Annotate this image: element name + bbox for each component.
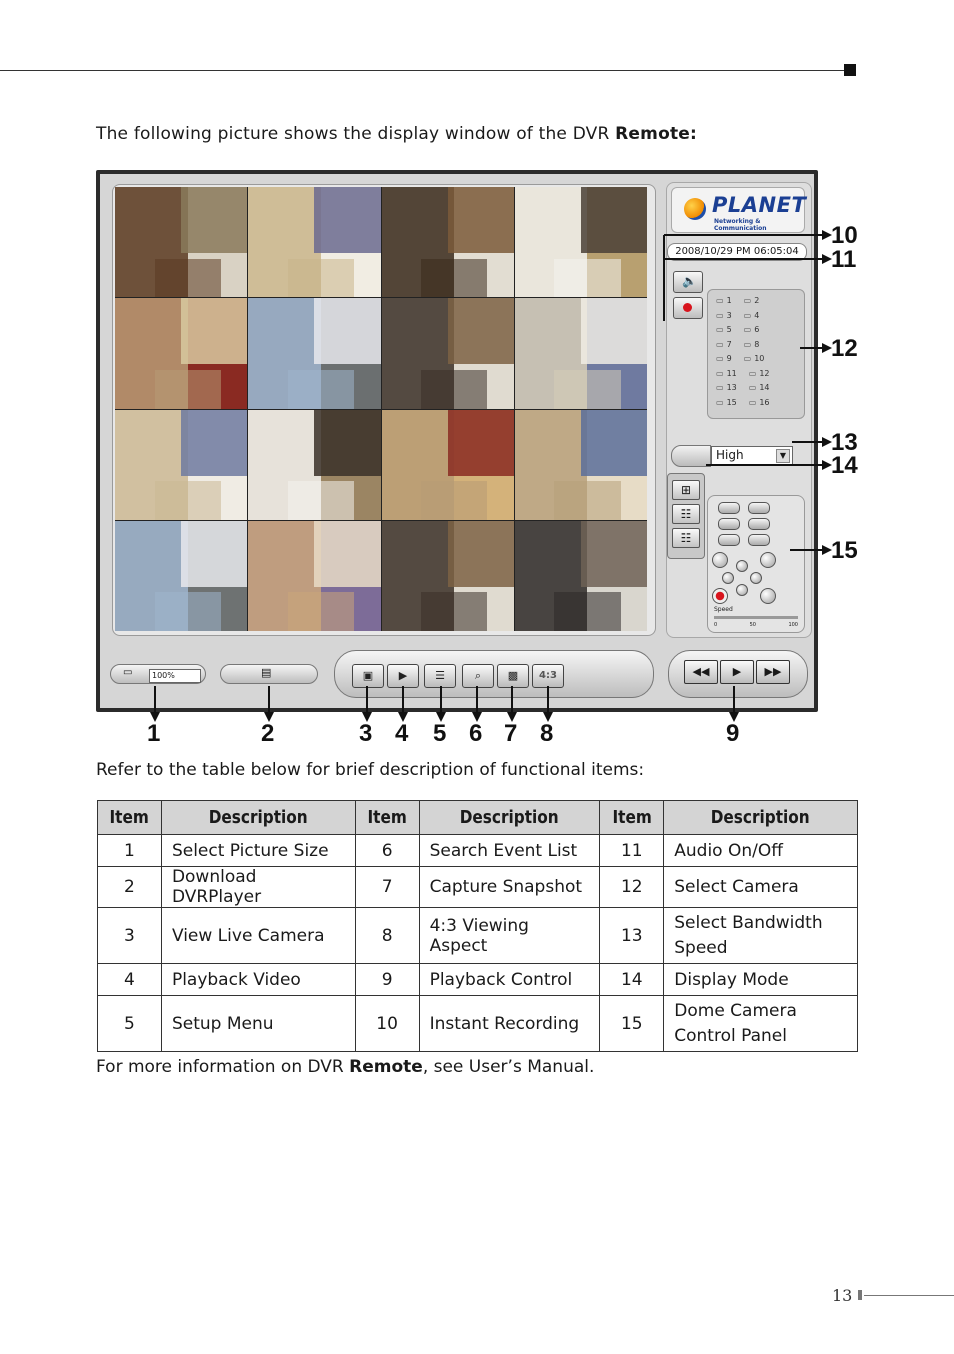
speed-label: Speed bbox=[714, 606, 733, 613]
camera-select-item[interactable]: ▭ 9 bbox=[716, 354, 732, 363]
callout-line bbox=[547, 686, 549, 712]
callout-number: 9 bbox=[726, 720, 740, 747]
play-icon: ▶ bbox=[732, 665, 742, 678]
pan-up-button[interactable] bbox=[736, 560, 748, 572]
chevron-down-icon: ▼ bbox=[776, 449, 790, 463]
table-cell: Playback Video bbox=[161, 964, 355, 996]
camera-tile-shade bbox=[314, 521, 380, 587]
callout-number: 14 bbox=[831, 452, 858, 479]
table-cell: Setup Menu bbox=[161, 996, 355, 1052]
camera-row bbox=[716, 311, 759, 320]
camera-icon: ▩ bbox=[507, 669, 519, 682]
table-cell: 12 bbox=[600, 867, 664, 908]
bandwidth-select[interactable]: High ▼ bbox=[711, 446, 793, 465]
camera-tile[interactable] bbox=[115, 410, 247, 520]
camera-row bbox=[716, 383, 770, 392]
download-dvrplayer-button[interactable] bbox=[220, 664, 318, 684]
camera-tile-shade bbox=[155, 370, 221, 409]
table-cell: 2 bbox=[98, 867, 162, 908]
camera-tile-shade bbox=[581, 521, 647, 587]
callout-number: 10 bbox=[831, 222, 858, 249]
pan-left-button[interactable] bbox=[722, 572, 734, 584]
camera-tile-shade bbox=[421, 259, 487, 298]
camera-tile[interactable] bbox=[382, 298, 514, 408]
fast-forward-button[interactable] bbox=[756, 660, 790, 684]
camera-selector bbox=[707, 289, 805, 419]
logo-subtitle: Networking & Communication bbox=[714, 218, 767, 232]
dome-record-button[interactable] bbox=[712, 588, 728, 604]
camera-tile-shade bbox=[314, 187, 380, 253]
table-cell: 1 bbox=[98, 835, 162, 867]
dvr-remote-window bbox=[96, 170, 818, 712]
search-event-button[interactable] bbox=[462, 664, 494, 688]
callout-number: 11 bbox=[831, 246, 857, 273]
dome-key-1[interactable] bbox=[718, 502, 740, 514]
table-row bbox=[98, 964, 858, 996]
camera-tile-shade bbox=[554, 592, 620, 631]
callout-line bbox=[733, 686, 735, 712]
callout-line bbox=[366, 686, 368, 712]
camera-tile[interactable] bbox=[248, 187, 380, 297]
camera-tile-shade bbox=[155, 259, 221, 298]
camera-tile-shade bbox=[421, 370, 487, 409]
callout-line bbox=[792, 441, 822, 443]
camera-tile[interactable] bbox=[248, 410, 380, 520]
camera-tile-shade bbox=[554, 481, 620, 520]
table-header: Item bbox=[98, 801, 162, 835]
camera-grid bbox=[115, 187, 647, 631]
camera-select-item[interactable]: ▭ 15 bbox=[716, 398, 737, 407]
play-button[interactable] bbox=[720, 660, 754, 684]
setup-menu-button[interactable] bbox=[424, 664, 456, 688]
menu-icon: ☰ bbox=[435, 669, 445, 682]
table-cell: 5 bbox=[98, 996, 162, 1052]
callout-line bbox=[476, 686, 478, 712]
camera-row bbox=[716, 369, 770, 378]
callout-number: 13 bbox=[831, 429, 858, 456]
table-cell: 13 bbox=[600, 908, 664, 964]
dome-key-6[interactable] bbox=[748, 534, 770, 546]
callout-line bbox=[664, 234, 822, 236]
camera-tile-shade bbox=[181, 410, 247, 476]
table-cell: Dome Camera Control Panel bbox=[664, 996, 858, 1052]
camera-tile-shade bbox=[581, 187, 647, 253]
camera-tile[interactable] bbox=[115, 298, 247, 408]
camera-tile-shade bbox=[448, 187, 514, 253]
table-cell: 15 bbox=[600, 996, 664, 1052]
camera-tile-shade bbox=[181, 521, 247, 587]
table-cell: Display Mode bbox=[664, 964, 858, 996]
camera-tile-shade bbox=[155, 592, 221, 631]
callout-line bbox=[663, 259, 665, 321]
camera-select-item[interactable]: ▭ 16 bbox=[749, 398, 770, 407]
record-icon bbox=[683, 303, 692, 312]
camera-tile-shade bbox=[314, 410, 380, 476]
camera-tile-shade bbox=[181, 298, 247, 364]
callout-line bbox=[790, 549, 822, 551]
camera-select-item[interactable]: ▭ 6 bbox=[744, 325, 760, 334]
callout-line bbox=[402, 686, 404, 712]
header-square bbox=[844, 64, 856, 76]
dome-key-4[interactable] bbox=[748, 518, 770, 530]
table-header: Description bbox=[419, 801, 600, 835]
camera-select-item[interactable]: ▭ 10 bbox=[744, 354, 765, 363]
bandwidth-icon bbox=[671, 445, 711, 467]
search-icon: ⌕ bbox=[474, 669, 482, 682]
camera-tile-shade bbox=[288, 370, 354, 409]
camera-tile[interactable] bbox=[515, 521, 647, 631]
camera-tile[interactable] bbox=[515, 187, 647, 297]
table-cell: Select Camera bbox=[664, 867, 858, 908]
camera-row bbox=[716, 398, 770, 407]
table-header: Description bbox=[664, 801, 858, 835]
table-cell: 3 bbox=[98, 908, 162, 964]
tv-icon: ▣ bbox=[362, 669, 374, 682]
callout-number: 2 bbox=[261, 720, 275, 747]
audio-toggle-button[interactable] bbox=[673, 271, 703, 293]
callout-line bbox=[154, 686, 156, 712]
bottom-toolbar bbox=[100, 648, 814, 706]
camera-tile-shade bbox=[581, 410, 647, 476]
camera-tile-shade bbox=[155, 481, 221, 520]
camera-tile[interactable] bbox=[115, 187, 247, 297]
picture-size-select[interactable]: 100% bbox=[149, 669, 201, 683]
camera-select-item[interactable]: ▭ 11 bbox=[716, 369, 737, 378]
camera-tile-shade bbox=[554, 370, 620, 409]
table-cell: 7 bbox=[355, 867, 419, 908]
camera-select-item[interactable]: ▭ 4 bbox=[744, 311, 760, 320]
table-cell: 14 bbox=[600, 964, 664, 996]
camera-row bbox=[716, 296, 759, 305]
callout-line bbox=[706, 464, 822, 466]
table-header: Item bbox=[355, 801, 419, 835]
page-number-mark bbox=[858, 1290, 862, 1300]
table-cell: 6 bbox=[355, 835, 419, 867]
footer-paragraph: For more information on DVR Remote, see User’s Manual. bbox=[96, 1057, 595, 1077]
camera-select-item[interactable]: ▭ 1 bbox=[716, 296, 732, 305]
playback-video-button[interactable] bbox=[387, 664, 419, 688]
camera-select-item[interactable]: ▭ 3 bbox=[716, 311, 732, 320]
film-icon: ▤ bbox=[261, 666, 272, 679]
camera-select-item[interactable]: ▭ 8 bbox=[744, 340, 760, 349]
zoom-in-button[interactable] bbox=[760, 552, 776, 568]
callout-line bbox=[268, 686, 270, 712]
logo-text: PLANET bbox=[712, 193, 807, 217]
camera-select-item[interactable]: ▭ 7 bbox=[716, 340, 732, 349]
callout-number: 15 bbox=[831, 537, 858, 564]
table-header: Item bbox=[600, 801, 664, 835]
dome-control-panel bbox=[707, 495, 805, 633]
aspect-ratio-button[interactable]: 4:3 bbox=[532, 664, 564, 688]
camera-select-item[interactable]: ▭ 13 bbox=[716, 383, 737, 392]
camera-tile[interactable] bbox=[382, 521, 514, 631]
pan-right-button[interactable] bbox=[750, 572, 762, 584]
camera-row bbox=[716, 340, 759, 349]
table-row bbox=[98, 996, 858, 1052]
table-row bbox=[98, 908, 858, 964]
callout-line bbox=[800, 347, 822, 349]
camera-select-item[interactable]: ▭ 14 bbox=[749, 383, 770, 392]
camera-tile[interactable] bbox=[515, 410, 647, 520]
intro-paragraph: The following picture shows the display window of the DVR Remote: bbox=[96, 124, 698, 144]
camera-tile-shade bbox=[314, 298, 380, 364]
speaker-icon: 🔈 bbox=[682, 274, 697, 288]
camera-tile-shade bbox=[288, 592, 354, 631]
display-mode-9-button[interactable]: ☷ bbox=[672, 504, 700, 524]
callout-number: 12 bbox=[831, 335, 858, 362]
camera-row bbox=[716, 325, 759, 334]
callout-number: 3 bbox=[359, 720, 373, 747]
camera-tile-shade bbox=[421, 481, 487, 520]
dome-key-3[interactable] bbox=[718, 518, 740, 530]
table-cell: Instant Recording bbox=[419, 996, 600, 1052]
camera-tile-shade bbox=[448, 298, 514, 364]
callout-number: 1 bbox=[147, 720, 161, 747]
zoom-out-button[interactable] bbox=[712, 552, 728, 568]
table-row bbox=[98, 867, 858, 908]
camera-tile[interactable] bbox=[382, 410, 514, 520]
table-cell: Capture Snapshot bbox=[419, 867, 600, 908]
callout-number: 7 bbox=[504, 720, 518, 747]
camera-tile[interactable] bbox=[115, 521, 247, 631]
camera-tile[interactable] bbox=[515, 298, 647, 408]
camera-tile[interactable] bbox=[248, 298, 380, 408]
camera-tile-shade bbox=[448, 410, 514, 476]
callout-number: 5 bbox=[433, 720, 447, 747]
table-header-row bbox=[98, 801, 858, 835]
camera-row bbox=[716, 354, 764, 363]
camera-tile-shade bbox=[288, 481, 354, 520]
speed-slider[interactable] bbox=[714, 616, 798, 619]
table-cell: Audio On/Off bbox=[664, 835, 858, 867]
pan-down-button[interactable] bbox=[736, 584, 748, 596]
table-cell: 11 bbox=[600, 835, 664, 867]
picture-size-control bbox=[110, 664, 206, 684]
rewind-button[interactable] bbox=[684, 660, 718, 684]
callout-line bbox=[664, 258, 822, 260]
camera-select-item[interactable]: ▭ 5 bbox=[716, 325, 732, 334]
table-cell: Download DVRPlayer bbox=[161, 867, 355, 908]
snapshot-button[interactable] bbox=[497, 664, 529, 688]
camera-tile-shade bbox=[421, 592, 487, 631]
side-panel bbox=[666, 182, 812, 638]
display-mode-panel bbox=[667, 473, 705, 559]
dome-key-2[interactable] bbox=[748, 502, 770, 514]
table-cell: 10 bbox=[355, 996, 419, 1052]
planet-logo-icon bbox=[684, 198, 706, 220]
table-cell: Playback Control bbox=[419, 964, 600, 996]
refer-paragraph: Refer to the table below for brief description of functional items: bbox=[96, 760, 645, 780]
camera-tile[interactable] bbox=[248, 521, 380, 631]
table-cell: Select Bandwidth Speed bbox=[664, 908, 858, 964]
datetime-display: 2008/10/29 PM 06:05:04 bbox=[667, 243, 807, 261]
speed-ticks: 0 50 100 bbox=[714, 622, 798, 628]
camera-tile-shade bbox=[181, 187, 247, 253]
page-number-rule bbox=[864, 1295, 954, 1296]
table-cell: 4 bbox=[98, 964, 162, 996]
callout-number: 4 bbox=[395, 720, 409, 747]
rewind-icon: ◀◀ bbox=[692, 665, 710, 678]
function-items-table bbox=[97, 800, 858, 1052]
callout-number: 8 bbox=[540, 720, 554, 747]
table-cell: 4:3 Viewing Aspect bbox=[419, 908, 600, 964]
table-cell: Select Picture Size bbox=[161, 835, 355, 867]
camera-tile-shade bbox=[581, 298, 647, 364]
fast-forward-icon: ▶▶ bbox=[764, 665, 782, 678]
table-cell: 8 bbox=[355, 908, 419, 964]
picture-size-icon: ▭ bbox=[123, 667, 133, 678]
table-header: Description bbox=[161, 801, 355, 835]
camera-tile-shade bbox=[554, 259, 620, 298]
callout-line bbox=[440, 686, 442, 712]
camera-tile[interactable] bbox=[382, 187, 514, 297]
callout-number: 6 bbox=[469, 720, 483, 747]
table-cell: Search Event List bbox=[419, 835, 600, 867]
display-mode-16-button[interactable]: ☷ bbox=[672, 528, 700, 548]
header-rule bbox=[0, 70, 846, 71]
dome-key-5[interactable] bbox=[718, 534, 740, 546]
bandwidth-control bbox=[671, 445, 795, 465]
camera-select-item[interactable]: ▭ 2 bbox=[744, 296, 760, 305]
page-number: 13 bbox=[832, 1286, 853, 1305]
table-row bbox=[98, 835, 858, 867]
play-icon: ▶ bbox=[398, 669, 408, 682]
camera-select-item[interactable]: ▭ 12 bbox=[749, 369, 770, 378]
camera-tile-shade bbox=[448, 521, 514, 587]
camera-tile-shade bbox=[288, 259, 354, 298]
live-camera-button[interactable] bbox=[352, 664, 384, 688]
planet-logo bbox=[671, 187, 805, 233]
table-cell: 9 bbox=[355, 964, 419, 996]
callout-line bbox=[511, 686, 513, 712]
table-cell: View Live Camera bbox=[161, 908, 355, 964]
dome-preset-button[interactable] bbox=[760, 588, 776, 604]
display-mode-4-button[interactable]: ⊞ bbox=[672, 480, 700, 500]
instant-record-button[interactable] bbox=[673, 297, 703, 319]
